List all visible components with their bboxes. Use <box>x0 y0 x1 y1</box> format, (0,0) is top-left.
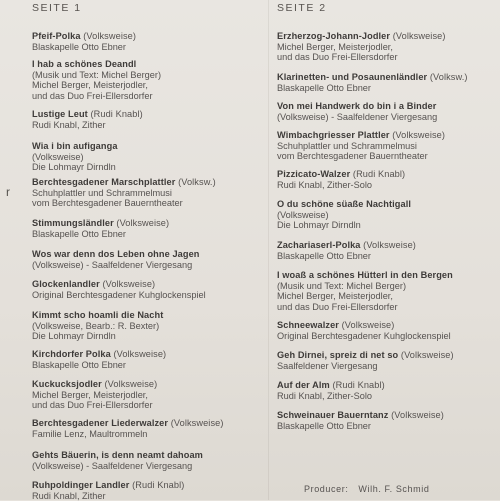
track-credit-line: Saalfeldener Viergesang <box>277 360 378 371</box>
track-composer-note: (Volksweise) <box>170 418 224 428</box>
track-title-line <box>277 169 405 180</box>
track-credit-line: vom Berchtesgadener Bauerntheater <box>32 198 183 209</box>
track-entry <box>32 480 184 501</box>
track-title-line <box>32 310 163 321</box>
track-credit-line: (Musik und Text: Michel Berger) <box>32 69 162 80</box>
producer-name: Wilh. F. Schmid <box>358 484 430 494</box>
track-title: Wia i bin aufiganga <box>32 141 118 151</box>
side-1-heading: SEITE 1 <box>32 2 82 14</box>
track-composer-note: (Volksweise) <box>392 130 446 140</box>
track-title-line <box>32 141 118 152</box>
track-title-line <box>32 31 136 42</box>
track-title: Berchtesgadener Marschplattler <box>32 177 176 187</box>
track-credit-line: Schuhplattler und Schrammelmusi <box>277 140 417 151</box>
track-entry <box>277 72 468 93</box>
track-composer-note: (Volksweise) <box>391 410 444 420</box>
track-credit-line: Blaskapelle Otto Ebner <box>277 250 371 261</box>
track-title-line <box>32 450 203 461</box>
track-entry <box>277 380 385 401</box>
track-title: Berchtesgadener Liederwalzer <box>32 418 169 428</box>
track-title: Kuckucksjodler <box>32 379 102 389</box>
track-entry <box>32 349 166 370</box>
track-title: Kimmt scho hoamli die Nacht <box>32 310 164 320</box>
track-credit-line: Die Lohmayr Dirndln <box>277 220 361 231</box>
track-title: Von mei Handwerk do bin i a Binder <box>277 101 437 111</box>
track-credit-line: Blaskapelle Otto Ebner <box>32 228 126 239</box>
producer-credit <box>304 484 429 494</box>
track-entry <box>32 59 161 102</box>
track-title: Auf der Alm <box>277 380 330 390</box>
track-title: Geh Dirnei, spreiz di net so <box>277 350 399 360</box>
track-credit-line: (Volksweise) - Saalfeldener Viergesang <box>32 460 193 471</box>
track-title: Glockenlandler <box>32 279 100 289</box>
track-entry <box>277 410 444 431</box>
track-title-line <box>32 279 206 290</box>
track-entry <box>277 350 454 371</box>
track-composer-note: (Rudi Knabl) <box>132 480 185 490</box>
track-entry <box>277 320 451 341</box>
track-composer-note: (Rudi Knabl) <box>352 169 406 179</box>
track-entry <box>32 141 118 173</box>
track-title: Pizzicato-Walzer <box>277 169 351 179</box>
track-title-line <box>32 218 169 229</box>
track-entry <box>277 130 445 162</box>
track-title-line <box>32 379 157 390</box>
track-entry <box>277 240 416 261</box>
track-title-line <box>277 31 446 42</box>
track-title: I hab a schönes Deandl <box>32 59 137 69</box>
track-credit-line: Rudi Knabl, Zither <box>32 490 106 501</box>
track-entry <box>32 218 169 239</box>
track-entry <box>277 101 437 122</box>
track-credit-line: Michel Berger, Meisterjodler, <box>32 80 148 91</box>
track-credit-line: Original Berchtesgadener Kuhglockenspiel <box>277 330 451 341</box>
side-2-heading: SEITE 2 <box>277 2 327 14</box>
track-composer-note: (Volksweise) <box>341 320 395 330</box>
track-title: Wos war denn dos Leben ohne Jagen <box>32 249 200 259</box>
track-title: Wimbachgriesser Plattler <box>277 130 390 140</box>
track-credit-line: vom Berchtesgadener Bauerntheater <box>277 151 428 162</box>
track-title-line <box>32 480 184 491</box>
track-title-line <box>32 349 166 360</box>
track-title: Schneewalzer <box>277 320 339 330</box>
track-title-line <box>32 177 216 188</box>
track-entry <box>32 310 163 342</box>
track-title-line <box>32 249 200 260</box>
track-title-line <box>32 418 224 429</box>
track-entry <box>32 31 136 52</box>
track-entry <box>32 249 200 270</box>
track-title-line <box>277 199 411 210</box>
track-title-line <box>277 130 445 141</box>
track-title-line <box>277 240 416 251</box>
track-title: Ruhpoldinger Landler <box>32 480 130 490</box>
track-composer-note: (Volksweise) <box>104 379 158 389</box>
track-credit-line: (Volksweise) <box>32 151 84 162</box>
track-credit-line: (Volksweise, Bearb.: R. Bexter) <box>32 320 160 331</box>
track-entry <box>32 109 143 130</box>
track-credit-line: und das Duo Frei-Ellersdorfer <box>32 91 153 102</box>
track-entry <box>32 418 224 439</box>
track-credit-line: Michel Berger, Meisterjodler, <box>277 41 393 52</box>
track-credit-line: (Volksweise) - Saalfeldener Viergesang <box>32 259 193 270</box>
track-credit-line: Die Lohmayr Dirndln <box>32 331 116 342</box>
track-credit-line: Blaskapelle Otto Ebner <box>32 41 126 52</box>
track-title-line <box>277 72 468 83</box>
track-credit-line: (Musik und Text: Michel Berger) <box>277 280 407 291</box>
track-title-line <box>32 59 161 70</box>
track-entry <box>277 169 405 190</box>
track-composer-note: (Volksweise) <box>102 279 156 289</box>
track-composer-note: (Volksweise) <box>83 31 137 41</box>
track-credit-line: Die Lohmayr Dirndln <box>32 162 116 173</box>
track-composer-note: (Rudi Knabl) <box>332 380 385 390</box>
track-composer-note: (Volksweise) <box>116 218 170 228</box>
track-entry <box>32 279 206 300</box>
track-entry <box>277 31 446 63</box>
track-composer-note: (Volksweise) <box>400 350 454 360</box>
track-credit-line: Blaskapelle Otto Ebner <box>277 420 371 431</box>
track-credit-line: Michel Berger, Meisterjodler, <box>32 389 148 400</box>
track-credit-line: und das Duo Frei-Ellersdorfer <box>277 302 398 313</box>
track-credit-line: Rudi Knabl, Zither-Solo <box>277 390 372 401</box>
track-entry <box>32 379 157 411</box>
track-composer-note: (Volksweise) <box>392 31 446 41</box>
track-credit-line: und das Duo Frei-Ellersdorfer <box>277 52 398 63</box>
track-title-line <box>277 270 453 281</box>
track-title: Zachariaserl-Polka <box>277 240 361 250</box>
track-credit-line: und das Duo Frei-Ellersdorfer <box>32 400 153 411</box>
track-title: Erzherzog-Johann-Jodler <box>277 31 391 41</box>
track-title: I woaß a schönes Hütterl in den Bergen <box>277 270 453 280</box>
track-title: Klarinetten- und Posaunenländler <box>277 72 428 82</box>
track-title: Lustige Leut <box>32 109 88 119</box>
track-credit-line: Original Berchtesgadener Kuhglockenspiel <box>32 289 206 300</box>
track-title-line <box>277 350 454 361</box>
track-credit-line: Schuhplattler und Schrammelmusi <box>32 187 172 198</box>
track-entry <box>277 270 453 313</box>
track-credit-line: (Volksweise) <box>277 209 329 220</box>
track-credit-line: (Volksweise) - Saalfeldener Viergesang <box>277 111 438 122</box>
track-title: Stimmungsländler <box>32 218 114 228</box>
track-credit-line: Rudi Knabl, Zither <box>32 119 106 130</box>
track-title-line <box>32 109 143 120</box>
cut-off-text: r <box>6 185 10 199</box>
track-title-line <box>277 320 451 331</box>
producer-label: Producer: <box>304 484 349 494</box>
track-title-line <box>277 410 444 421</box>
track-credit-line: Blaskapelle Otto Ebner <box>277 82 371 93</box>
track-credit-line: Blaskapelle Otto Ebner <box>32 359 126 370</box>
track-composer-note: (Rudi Knabl) <box>90 109 143 119</box>
track-entry <box>32 450 203 471</box>
track-title: Schweinauer Bauerntanz <box>277 410 389 420</box>
track-title: Gehts Bäuerin, is denn neamt dahoam <box>32 450 203 460</box>
track-entry <box>32 177 216 209</box>
track-title: O du schöne süaße Nachtigall <box>277 199 412 209</box>
track-credit-line: Michel Berger, Meisterjodler, <box>277 291 393 302</box>
track-composer-note: (Volksw.) <box>178 177 216 187</box>
track-credit-line: Rudi Knabl, Zither-Solo <box>277 179 372 190</box>
track-title-line <box>277 380 385 391</box>
track-composer-note: (Volksweise) <box>363 240 416 250</box>
track-title-line <box>277 101 437 112</box>
track-entry <box>277 199 411 231</box>
track-credit-line: Familie Lenz, Maultrommeln <box>32 428 148 439</box>
column-divider <box>268 0 269 500</box>
track-composer-note: (Volksw.) <box>429 72 468 82</box>
track-title: Kirchdorfer Polka <box>32 349 111 359</box>
track-title: Pfeif-Polka <box>32 31 81 41</box>
track-composer-note: (Volksweise) <box>113 349 167 359</box>
